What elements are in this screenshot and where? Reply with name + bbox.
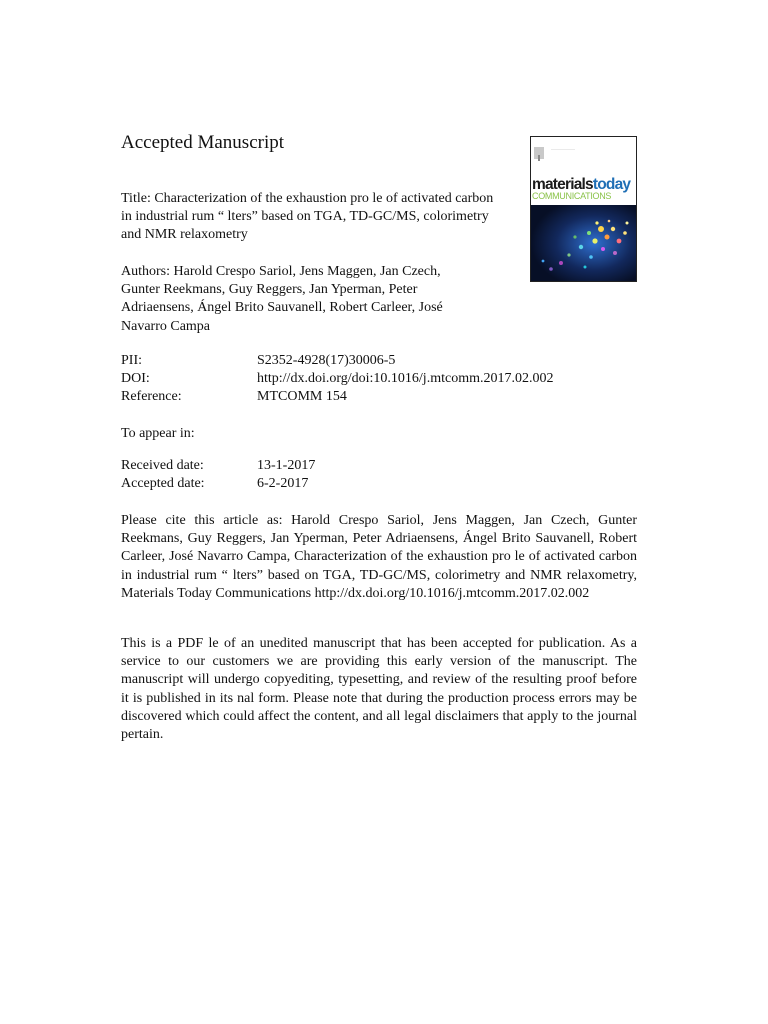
manuscript-title: Title: Characterization of the exhaustion pro le of activated carbon in industrial rum “ lters” based on TGA, TD-GC/MS, colorimetry and NMR relaxometry <box>121 191 494 243</box>
pii-value: S2352-4928(17)30006-5 <box>257 353 396 368</box>
accepted-date-value: 6-2-2017 <box>257 476 309 492</box>
accepted-date-label: Accepted date: <box>121 476 205 492</box>
journal-cover-image <box>530 136 637 282</box>
cover-brand-sub: COMMUNICATIONS <box>532 191 612 201</box>
manuscript-authors: Authors: Harold Crespo Sariol, Jens Maggen, Jan Czech, Gunter Reekmans, Guy Reggers, Jan Yperman, Peter Adriaensens, Ángel Brito Sauvanell, Robert Carleer, José Navarro Campa <box>121 264 443 334</box>
doi-label: DOI: <box>121 371 150 387</box>
citation-paragraph: Please cite this article as: Harold Crespo Sariol, Jens Maggen, Jan Czech, Gunter Reekmans, Guy Reggers, Jan Yperman, Peter Adriaensens, Ángel Brito Sauvanell, Robert Carleer, José Navarro Campa, Characterization of the exhaustion pro le of activated carbon in industrial rum “ lters” based on TGA, TD-GC/MS, colorimetry and NMR relaxometry, Materials Today Communications http://dx.doi.org/10.1016/j.mtcomm.2017.02.002 <box>121 513 637 601</box>
reference-label: Reference: <box>121 389 182 405</box>
page-heading: Accepted Manuscript <box>121 132 285 153</box>
to-appear-label: To appear in: <box>121 426 195 441</box>
received-date-label: Received date: <box>121 458 204 473</box>
pii-label: PII: <box>121 353 142 368</box>
svg-text:————————: ———————— <box>551 147 575 151</box>
received-date-value: 13-1-2017 <box>257 458 316 473</box>
cover-brand-main: materials <box>532 176 593 193</box>
doi-link[interactable]: http://dx.doi.org/doi:10.1016/j.mtcomm.2017.02.002 <box>257 371 554 387</box>
publisher-logo-icon <box>534 147 544 161</box>
reference-value: MTCOMM 154 <box>257 389 347 405</box>
cover-brand-accent: today <box>592 176 631 193</box>
disclaimer-paragraph: This is a PDF le of an unedited manuscript that has been accepted for publication. As a service to our customers we are providing this early version of the manuscript. The manuscript will undergo copyediting, typesetting, and review of the resulting proof before it is published in its nal form. Please note that during the production process errors may be discovered which could affect the content, and all legal disclaimers that apply to the journal pertain. <box>121 636 637 743</box>
